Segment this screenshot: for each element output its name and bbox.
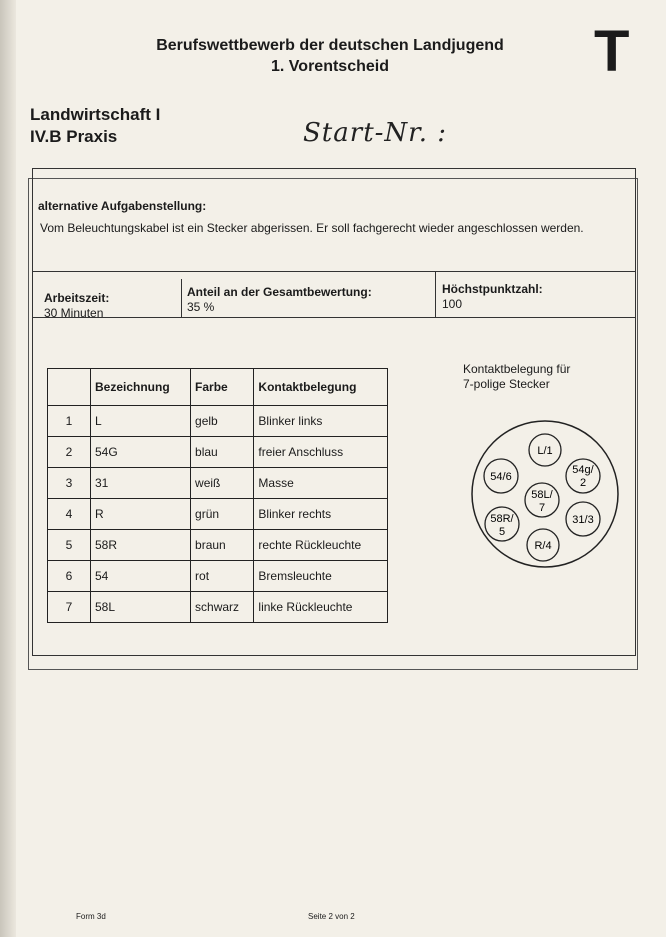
pin-label: 2	[579, 477, 587, 489]
share-label: Anteil an der Gesamtbewertung:	[187, 285, 372, 299]
table-cell: blau	[191, 437, 254, 468]
table-cell: grün	[191, 499, 254, 530]
table-cell: rechte Rückleuchte	[254, 530, 388, 561]
table-cell: 31	[91, 468, 191, 499]
plug-pin	[566, 502, 600, 536]
subject-block	[30, 104, 160, 148]
plug-caption-line-1: Kontaktbelegung für	[463, 362, 571, 376]
column-header	[48, 369, 91, 406]
max-points-value: 100	[442, 297, 463, 311]
table-cell: 58R	[91, 530, 191, 561]
header-line-2: 1. Vorentscheid	[271, 58, 389, 75]
table-cell: schwarz	[191, 592, 254, 623]
pin-label: 31/3	[572, 514, 594, 526]
table-cell: 2	[48, 437, 91, 468]
pin-label: 5	[498, 526, 506, 538]
column-header: Kontaktbelegung	[254, 369, 388, 406]
plug-pin	[484, 459, 518, 493]
share-value: 35 %	[187, 300, 215, 314]
work-time-value: 30 Minuten	[44, 306, 104, 320]
plug-caption-line-2: 7-polige Stecker	[463, 377, 550, 391]
table-cell: Blinker links	[254, 406, 388, 437]
contact-table	[47, 368, 388, 623]
table-cell: freier Anschluss	[254, 437, 388, 468]
pin-label: 54g/	[572, 464, 594, 476]
table-cell: Blinker rechts	[254, 499, 388, 530]
plug-pin	[485, 507, 519, 541]
table-cell: 54	[91, 561, 191, 592]
table-row	[48, 561, 388, 592]
share-cell	[187, 285, 372, 315]
table-cell: 6	[48, 561, 91, 592]
table-cell: 54G	[91, 437, 191, 468]
pin-label: 58R/	[490, 513, 514, 525]
pin-label: R/4	[534, 540, 552, 552]
plug-pin	[566, 459, 600, 493]
work-time-cell	[44, 291, 109, 321]
table-row	[48, 406, 388, 437]
table-cell: weiß	[191, 468, 254, 499]
table-row	[48, 437, 388, 468]
table-cell: 3	[48, 468, 91, 499]
footer-page: Seite 2 von 2	[308, 912, 355, 921]
table-cell: braun	[191, 530, 254, 561]
table-row	[48, 468, 388, 499]
table-cell: Masse	[254, 468, 388, 499]
table-cell: 7	[48, 592, 91, 623]
table-cell: rot	[191, 561, 254, 592]
plug-pin	[527, 529, 559, 561]
max-points-label: Höchstpunktzahl:	[442, 282, 543, 296]
footer-form: Form 3d	[76, 912, 106, 921]
pin-label: 7	[538, 502, 546, 514]
subject-line-2: IV.B Praxis	[30, 127, 118, 146]
table-cell: 1	[48, 406, 91, 437]
header-line-1: Berufswettbewerb der deutschen Landjugend	[156, 37, 504, 54]
table-cell: 58L	[91, 592, 191, 623]
corner-letter: T	[594, 19, 630, 84]
divider-line	[181, 279, 182, 317]
divider-line	[32, 271, 636, 272]
plug-caption	[463, 362, 570, 392]
table-cell: gelb	[191, 406, 254, 437]
plug-pin	[529, 434, 561, 466]
divider-line	[32, 317, 636, 318]
plug-pin	[525, 483, 559, 517]
pin-label: L/1	[537, 445, 553, 457]
seven-pin-plug-diagram	[470, 418, 620, 570]
subject-line-1: Landwirtschaft I	[30, 105, 161, 124]
max-points-cell	[442, 282, 543, 312]
pin-label: 58L/	[531, 489, 553, 501]
task-title: alternative Aufgabenstellung:	[38, 199, 207, 213]
column-header: Farbe	[191, 369, 254, 406]
table-header-row	[48, 369, 388, 406]
table-cell: linke Rückleuchte	[254, 592, 388, 623]
divider-line	[435, 271, 436, 317]
document-header	[110, 35, 550, 77]
table-cell: 4	[48, 499, 91, 530]
table-row	[48, 530, 388, 561]
table-cell: Bremsleuchte	[254, 561, 388, 592]
table-cell: R	[91, 499, 191, 530]
table-row	[48, 499, 388, 530]
work-time-label: Arbeitszeit:	[44, 291, 110, 305]
column-header: Bezeichnung	[91, 369, 191, 406]
start-number-handwriting: Start-Nr. :	[303, 118, 448, 148]
pin-label: 54/6	[490, 471, 512, 483]
table-cell: L	[91, 406, 191, 437]
table-row	[48, 592, 388, 623]
page-edge-shadow	[0, 0, 16, 937]
task-text: Vom Beleuchtungskabel ist ein Stecker abgerissen. Er soll fachgerecht wieder angeschlossen werden.	[40, 221, 584, 235]
table-cell: 5	[48, 530, 91, 561]
